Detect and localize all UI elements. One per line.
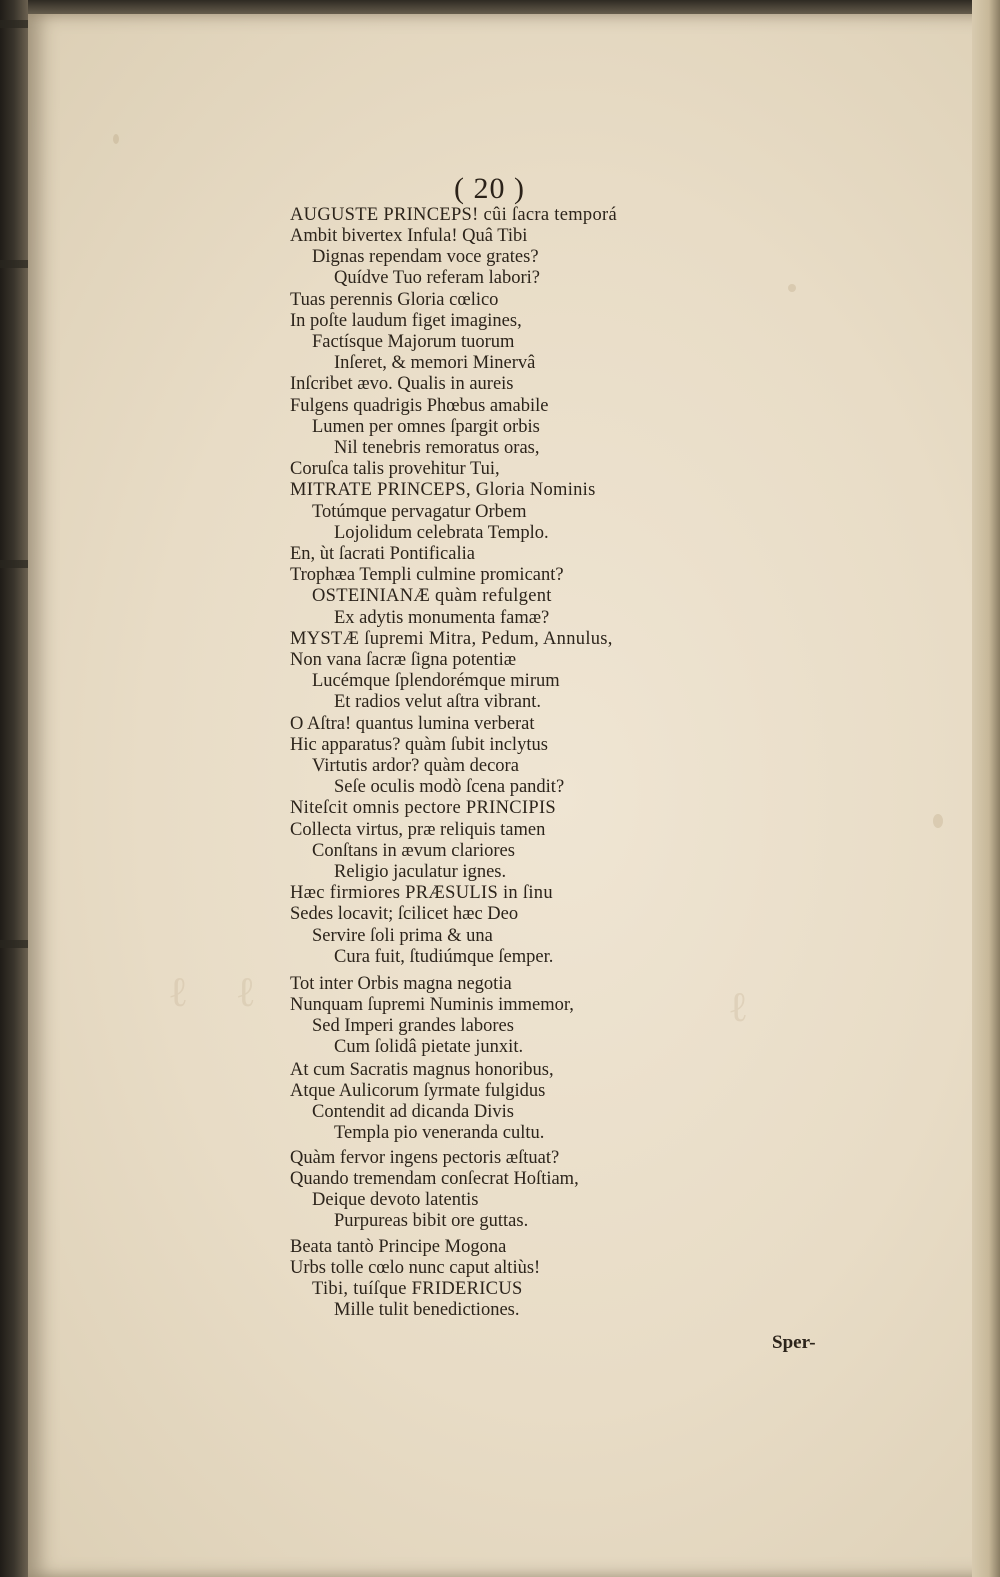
poem-line: Cum ſolidâ pietate junxit.	[334, 1037, 524, 1057]
poem-text	[28, 14, 1000, 1577]
facing-page-edge	[972, 0, 1000, 1577]
poem-line: Sedes locavit; ſcilicet hæc Deo	[290, 904, 519, 924]
poem-line: Servire ſoli prima & una	[312, 926, 493, 946]
show-through-bleed: ℓ ℓ	[168, 970, 260, 1016]
poem-line: Niteſcit omnis pectore PRINCIPIS	[290, 798, 557, 818]
show-through-bleed: ℓ	[728, 985, 753, 1031]
poem-line: Trophæa Templi culmine promicant?	[290, 565, 564, 585]
poem-line: Lucémque ſplendorémque mirum	[312, 671, 560, 691]
poem-line: O Aſtra! quantus lumina verberat	[290, 714, 535, 734]
poem-line: Ambit bivertex Infula! Quâ Tibi	[290, 226, 528, 246]
poem-line: Quando tremendam conſecrat Hoſtiam,	[290, 1169, 579, 1189]
poem-line: Tot inter Orbis magna negotia	[290, 974, 512, 994]
page-number: ( 20 )	[454, 172, 525, 205]
poem-line: Deique devoto latentis	[312, 1190, 479, 1210]
poem-line: In poſte laudum figet imagines,	[290, 311, 522, 331]
poem-line: MYSTÆ ſupremi Mitra, Pedum, Annulus,	[290, 629, 613, 649]
book-page	[28, 14, 1000, 1577]
poem-line: Sed Imperi grandes labores	[312, 1016, 514, 1036]
poem-line: Mille tulit benedictiones.	[334, 1300, 520, 1320]
poem-line: Factísque Majorum tuorum	[312, 332, 515, 352]
poem-line: Quàm fervor ingens pectoris æſtuat?	[290, 1148, 560, 1168]
poem-line: Tuas perennis Gloria cœlico	[290, 290, 499, 310]
poem-line: Dignas rependam voce grates?	[312, 247, 539, 267]
poem-line: Nunquam ſupremi Numinis immemor,	[290, 995, 574, 1015]
poem-line: Fulgens quadrigis Phœbus amabile	[290, 396, 549, 416]
poem-line: Virtutis ardor? quàm decora	[312, 756, 519, 776]
poem-line: Urbs tolle cœlo nunc caput altiùs!	[290, 1258, 541, 1278]
poem-line: Ex adytis monumenta famæ?	[334, 608, 550, 628]
poem-line: Coruſca talis provehitur Tui,	[290, 459, 500, 479]
poem-line: At cum Sacratis magnus honoribus,	[290, 1060, 554, 1080]
poem-line: Purpureas bibit ore guttas.	[334, 1211, 529, 1231]
poem-line: Non vana ſacræ ſigna potentiæ	[290, 650, 517, 670]
poem-line: Religio jaculatur ignes.	[334, 862, 507, 882]
poem-line: Cura fuit, ſtudiúmque ſemper.	[334, 947, 554, 967]
poem-line: Lojolidum celebrata Templo.	[334, 523, 549, 543]
poem-line: Totúmque pervagatur Orbem	[312, 502, 527, 522]
poem-line: Seſe oculis modò ſcena pandit?	[334, 777, 565, 797]
poem-line: Conſtans in ævum clariores	[312, 841, 515, 861]
poem-line: Et radios velut aſtra vibrant.	[334, 692, 542, 712]
poem-line: Contendit ad dicanda Divis	[312, 1102, 514, 1122]
poem-line: Templa pio veneranda cultu.	[334, 1123, 545, 1143]
poem-line: Lumen per omnes ſpargit orbis	[312, 417, 540, 437]
poem-line: Beata tantò Principe Mogona	[290, 1237, 507, 1257]
poem-line: En, ùt ſacrati Pontificalia	[290, 544, 475, 564]
poem-line: AUGUSTE PRINCEPS! cûi ſacra temporá	[290, 205, 618, 225]
poem-line: MITRATE PRINCEPS, Gloria Nominis	[290, 480, 596, 500]
poem-line: OSTEINIANÆ quàm refulgent	[312, 586, 552, 606]
poem-line: Hic apparatus? quàm ſubit inclytus	[290, 735, 548, 755]
poem-line: Quídve Tuo referam labori?	[334, 268, 541, 288]
poem-line: Hæc firmiores PRÆSULIS in ſinu	[290, 883, 553, 903]
poem-line: Inſcribet ævo. Qualis in aureis	[290, 374, 514, 394]
poem-line: Inſeret, & memori Minervâ	[334, 353, 536, 373]
poem-line: Collecta virtus, præ reliquis tamen	[290, 820, 546, 840]
poem-line: Nil tenebris remoratus oras,	[334, 438, 540, 458]
poem-line: Atque Aulicorum ſyrmate fulgidus	[290, 1081, 546, 1101]
catchword: Sper-	[772, 1332, 816, 1353]
poem-line: Tibi, tuíſque FRIDERICUS	[312, 1279, 523, 1299]
